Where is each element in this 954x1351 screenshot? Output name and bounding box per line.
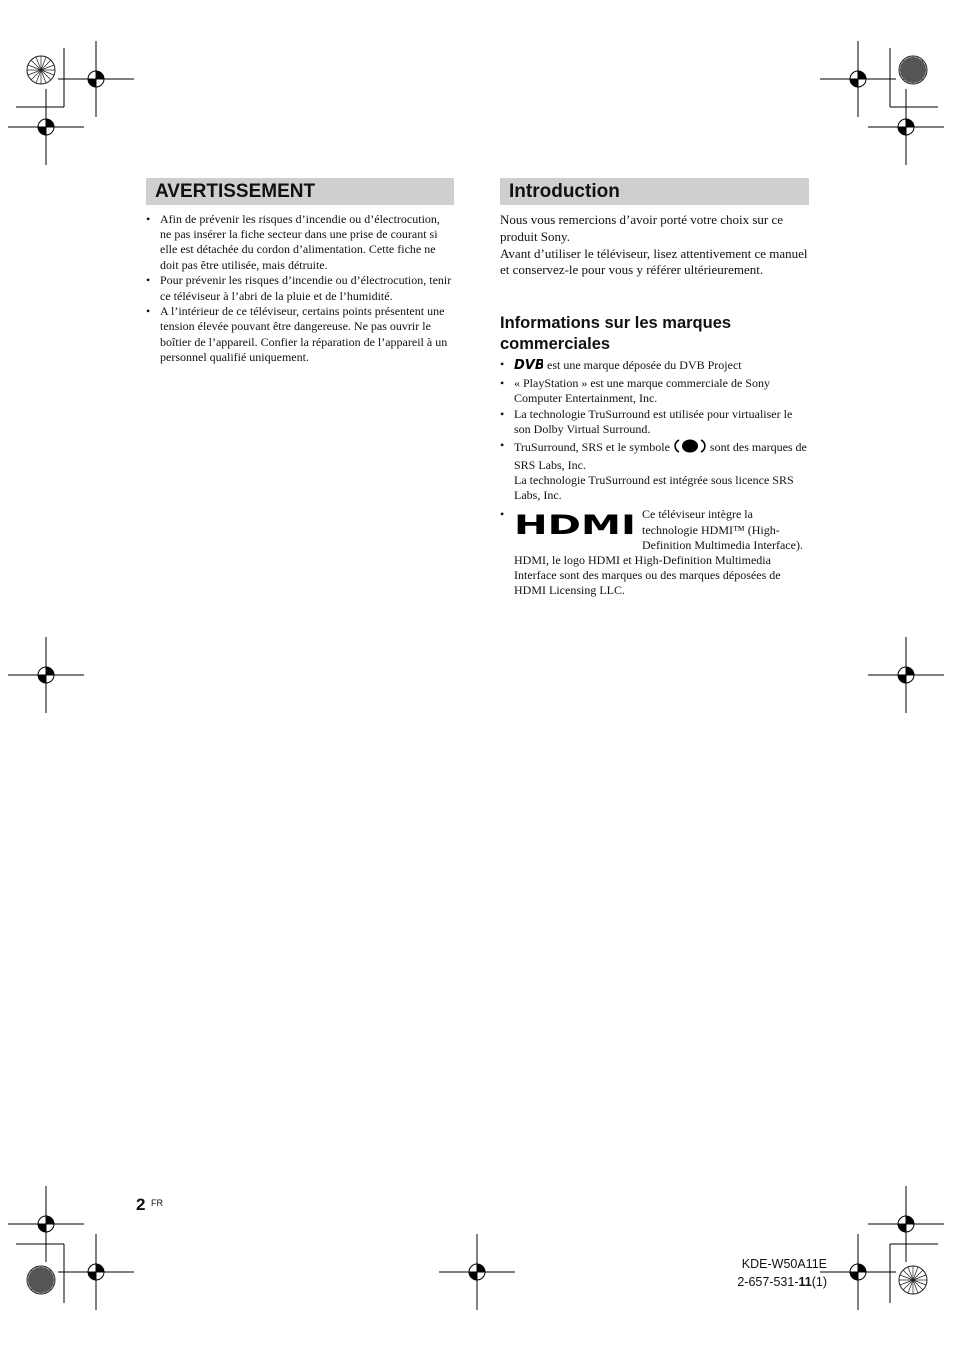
introduction-text bbox=[500, 212, 809, 279]
trademarks-heading: Informations sur les marques commerciales bbox=[500, 314, 732, 353]
trademark-dvb bbox=[500, 357, 809, 375]
warning-list bbox=[146, 212, 454, 366]
model-info bbox=[700, 1255, 827, 1291]
part-code: 2-657-531-11(1) bbox=[737, 1275, 827, 1289]
warning-item: • A l’intérieur de ce téléviseur, certains points présentent une tension élevée pouvant être dangereuse. Ne pas ouvrir le boîtier de l’appareil. Confier la réparation de l’appareil à un personnel qualifié uniquement. bbox=[146, 304, 454, 365]
srs-text-before: TruSurround, SRS et le symbole bbox=[514, 439, 670, 454]
dvb-text: est une marque déposée du DVB Project bbox=[547, 357, 742, 372]
introduction-para-2: Avant d’utiliser le téléviseur, lisez attentivement ce manuel et conservez-le pour vous y référer ultérieurement. bbox=[500, 245, 808, 278]
trademark-hdmi bbox=[500, 507, 809, 598]
introduction-para-1: Nous vous remercions d’avoir porté votre choix sur ce produit Sony. bbox=[500, 212, 784, 244]
page-number: 2 bbox=[136, 1195, 146, 1214]
srs-symbol-icon bbox=[673, 438, 707, 458]
trademarks-list bbox=[500, 357, 809, 599]
trademark-trusurround: • La technologie TruSurround est utilisée pour virtualiser le son Dolby Virtual Surround. bbox=[500, 407, 809, 437]
page-language: FR bbox=[151, 1198, 163, 1208]
model-number: KDE-W50A11E bbox=[741, 1257, 827, 1271]
hdmi-logo-icon bbox=[514, 512, 636, 540]
srs-license-text: La technologie TruSurround est intégrée sous licence SRS Labs, Inc. bbox=[514, 472, 794, 503]
svg-text:DVB: • DVB bbox=[514, 358, 543, 371]
introduction-heading: Introduction bbox=[500, 178, 809, 205]
star-mark-tl bbox=[27, 56, 55, 84]
trademark-srs bbox=[500, 438, 809, 504]
dvb-logo-icon bbox=[514, 357, 543, 375]
warning-heading: AVERTISSEMENT bbox=[146, 178, 454, 205]
svg-text:HDMI: • HDMI bbox=[514, 512, 636, 537]
warning-item: • Afin de prévenir les risques d’incendie ou d’électrocution, ne pas insérer la fiche secteur dans une prise de courant si elle est détachée du cordon d’alimentation. Cette fiche ne doit pas être utilisée, mais détruite. bbox=[146, 212, 454, 273]
hdmi-text: Ce téléviseur intègre la technologie HDMI™ (High-Definition Multimedia Interface). HDMI, le logo HDMI et High-Definition Multimedia Interface sont des marques ou des marques déposées de HDMI Licensing LLC. bbox=[514, 507, 803, 598]
trademark-playstation: • « PlayStation » est une marque commerciale de Sony Computer Entertainment, Inc. bbox=[500, 376, 809, 406]
srs-text-after: sont des marques de SRS Labs, Inc. bbox=[514, 439, 807, 472]
warning-item: • Pour prévenir les risques d’incendie ou d’électrocution, tenir ce téléviseur à l’abri de la pluie et de l’humidité. bbox=[146, 273, 454, 303]
